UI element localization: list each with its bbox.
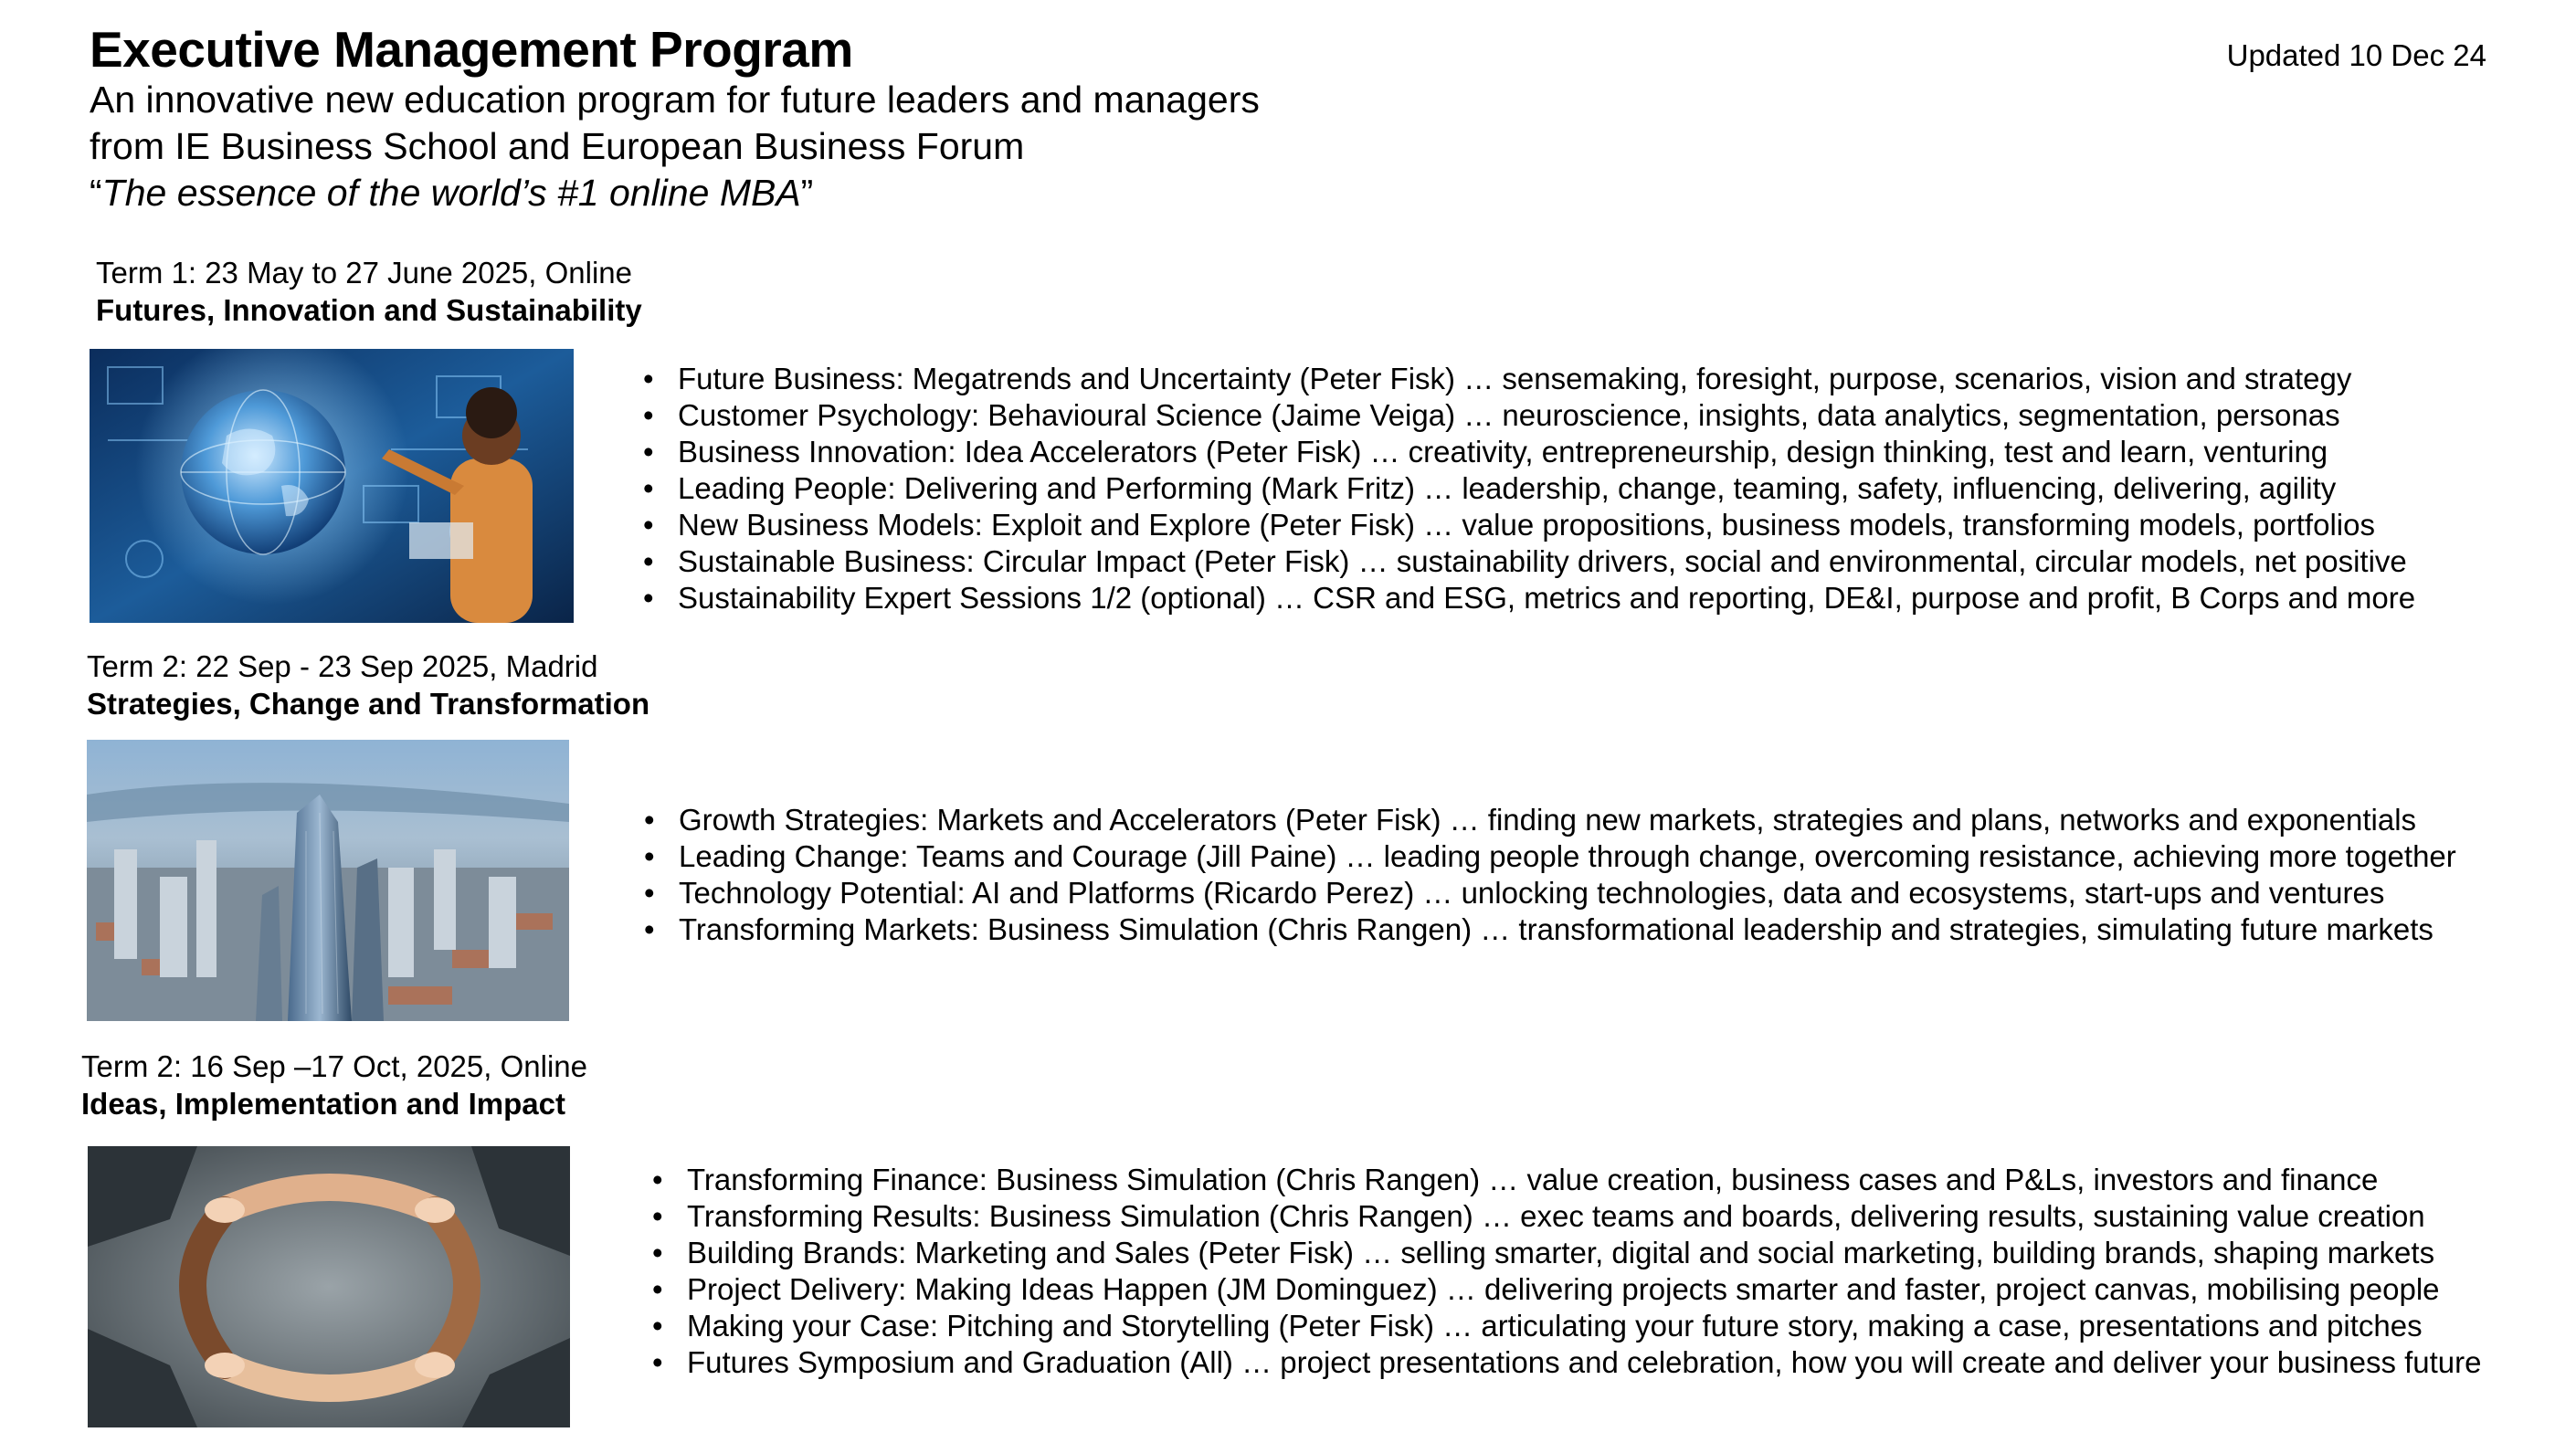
list-item: • Building Brands: Marketing and Sales (Peter Fisk) … selling smarter, digital and social marketing, building brands, shaping markets — [650, 1235, 2482, 1271]
term-2-modules — [642, 802, 2456, 948]
term-1-heading — [96, 254, 642, 329]
term-3-theme: Ideas, Implementation and Impact — [81, 1087, 565, 1121]
list-item: • Futures Symposium and Graduation (All) … project presentations and celebration, how you will create and deliver your business future — [650, 1344, 2482, 1381]
term-1-theme: Futures, Innovation and Sustainability — [96, 293, 642, 327]
list-item: • Growth Strategies: Markets and Accelerators (Peter Fisk) … finding new markets, strategies and plans, networks and exponentials — [642, 802, 2456, 838]
list-item: • Business Innovation: Idea Accelerators (Peter Fisk) … creativity, entrepreneurship, design thinking, test and learn, venturing — [641, 434, 2415, 470]
digital-globe-image — [90, 349, 574, 623]
list-item: • Transforming Results: Business Simulation (Chris Rangen) … exec teams and boards, delivering results, sustaining value creation — [650, 1198, 2482, 1235]
term-2-theme: Strategies, Change and Transformation — [87, 687, 650, 721]
list-item: • Sustainability Expert Sessions 1/2 (optional) … CSR and ESG, metrics and reporting, DE&I, purpose and profit, B Corps and more — [641, 580, 2415, 616]
list-item: • Leading People: Delivering and Performing (Mark Fritz) … leadership, change, teaming, safety, influencing, delivering, agility — [641, 470, 2415, 507]
subtitle-line-1: An innovative new education program for future leaders and managers — [90, 79, 1260, 121]
term-3-date: Term 2: 16 Sep –17 Oct, 2025, Online — [81, 1049, 587, 1083]
term-1-date: Term 1: 23 May to 27 June 2025, Online — [96, 256, 633, 290]
list-item: • Future Business: Megatrends and Uncertainty (Peter Fisk) … sensemaking, foresight, purpose, scenarios, vision and strategy — [641, 361, 2415, 397]
list-item: • Transforming Markets: Business Simulation (Chris Rangen) … transformational leadership and strategies, simulating future markets — [642, 911, 2456, 948]
quote-text: The essence of the world’s #1 online MBA — [101, 172, 801, 214]
list-item: • Technology Potential: AI and Platforms (Ricardo Perez) … unlocking technologies, data and ecosystems, start-ups and ventures — [642, 875, 2456, 911]
subtitle — [90, 77, 1260, 216]
hands-circle-image — [88, 1146, 570, 1427]
list-item: • Sustainable Business: Circular Impact (Peter Fisk) … sustainability drivers, social and environmental, circular models, net positive — [641, 543, 2415, 580]
list-item: • Leading Change: Teams and Courage (Jill Paine) … leading people through change, overcoming resistance, achieving more together — [642, 838, 2456, 875]
quote-open: “ — [90, 172, 102, 214]
updated-date: Updated 10 Dec 24 — [2226, 38, 2486, 72]
term-3-modules — [650, 1162, 2482, 1381]
list-item: • Customer Psychology: Behavioural Science (Jaime Veiga) … neuroscience, insights, data analytics, segmentation, personas — [641, 397, 2415, 434]
list-item: • Making your Case: Pitching and Storytelling (Peter Fisk) … articulating your future story, making a case, presentations and pitches — [650, 1308, 2482, 1344]
subtitle-line-2: from IE Business School and European Business Forum — [90, 125, 1025, 167]
city-skyline-image — [87, 740, 569, 1021]
term-2-heading — [87, 648, 649, 722]
term-2-date: Term 2: 22 Sep - 23 Sep 2025, Madrid — [87, 649, 598, 683]
term-3-heading — [81, 1048, 587, 1122]
page-title: Executive Management Program — [90, 21, 853, 78]
list-item: • Project Delivery: Making Ideas Happen (JM Dominguez) … delivering projects smarter and faster, project canvas, mobilising people — [650, 1271, 2482, 1308]
term-1-modules — [641, 361, 2415, 616]
list-item: • Transforming Finance: Business Simulation (Chris Rangen) … value creation, business cases and P&Ls, investors and finance — [650, 1162, 2482, 1198]
quote-close: ” — [800, 172, 814, 214]
list-item: • New Business Models: Exploit and Explore (Peter Fisk) … value propositions, business models, transforming models, portfolios — [641, 507, 2415, 543]
tagline-quote — [90, 170, 1260, 216]
